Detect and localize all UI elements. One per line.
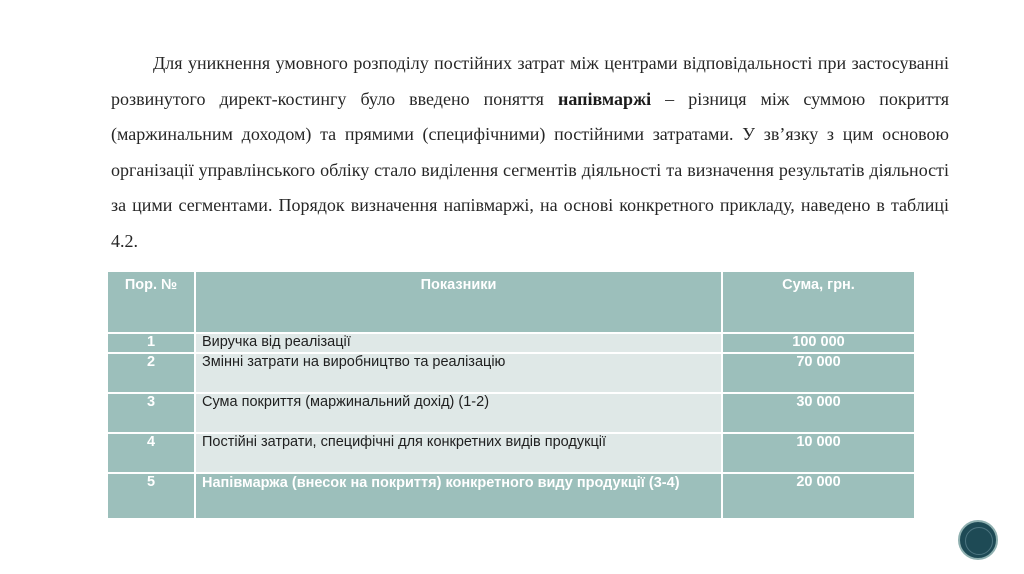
row-indicator: Постійні затрати, специфічні для конкретних видів продукції [195, 433, 722, 473]
row-indicator: Змінні затрати на виробництво та реалізацію [195, 353, 722, 393]
row-amount: 10 000 [722, 433, 915, 473]
row-amount: 100 000 [722, 333, 915, 353]
row-number: 3 [107, 393, 195, 433]
slide-navigation-badge[interactable] [958, 520, 998, 560]
row-indicator: Напівмаржа (внесок на покриття) конкретного виду продукції (3-4) [195, 473, 722, 519]
table-header-row [107, 271, 915, 333]
intro-paragraph [111, 46, 949, 259]
table-row [107, 353, 915, 393]
table-row [107, 473, 915, 519]
row-number: 4 [107, 433, 195, 473]
header-number: Пор. № [107, 271, 195, 333]
intro-text-part2: – різниця між суммою покриття (маржинальним доходом) та прямими (специфічними) постійними затратами. У зв’язку з цим основою організації управлінського обліку стало виділення сегментів діяльності та визначення результатів діяльності за цими сегментами. Порядок визначення напівмаржі, на основі конкретного прикладу, наведено в таблиці 4.2. [111, 88, 949, 251]
intro-term: напівмаржі [558, 88, 652, 109]
row-amount: 30 000 [722, 393, 915, 433]
table-row [107, 333, 915, 353]
row-number: 1 [107, 333, 195, 353]
badge-ring-icon [965, 527, 993, 555]
header-indicator: Показники [195, 271, 722, 333]
row-indicator: Сума покриття (маржинальний дохід) (1-2) [195, 393, 722, 433]
table-row [107, 433, 915, 473]
row-amount: 20 000 [722, 473, 915, 519]
intro-text-part1: Для уникнення умовного розподілу постійних затрат між центрами відповідальності при застосуванні розвинутого директ-костингу було введено поняття [111, 53, 949, 109]
table-row [107, 393, 915, 433]
row-number: 5 [107, 473, 195, 519]
header-amount: Сума, грн. [722, 271, 915, 333]
row-number: 2 [107, 353, 195, 393]
indicators-table [106, 270, 916, 520]
row-amount: 70 000 [722, 353, 915, 393]
row-indicator: Виручка від реалізації [195, 333, 722, 353]
